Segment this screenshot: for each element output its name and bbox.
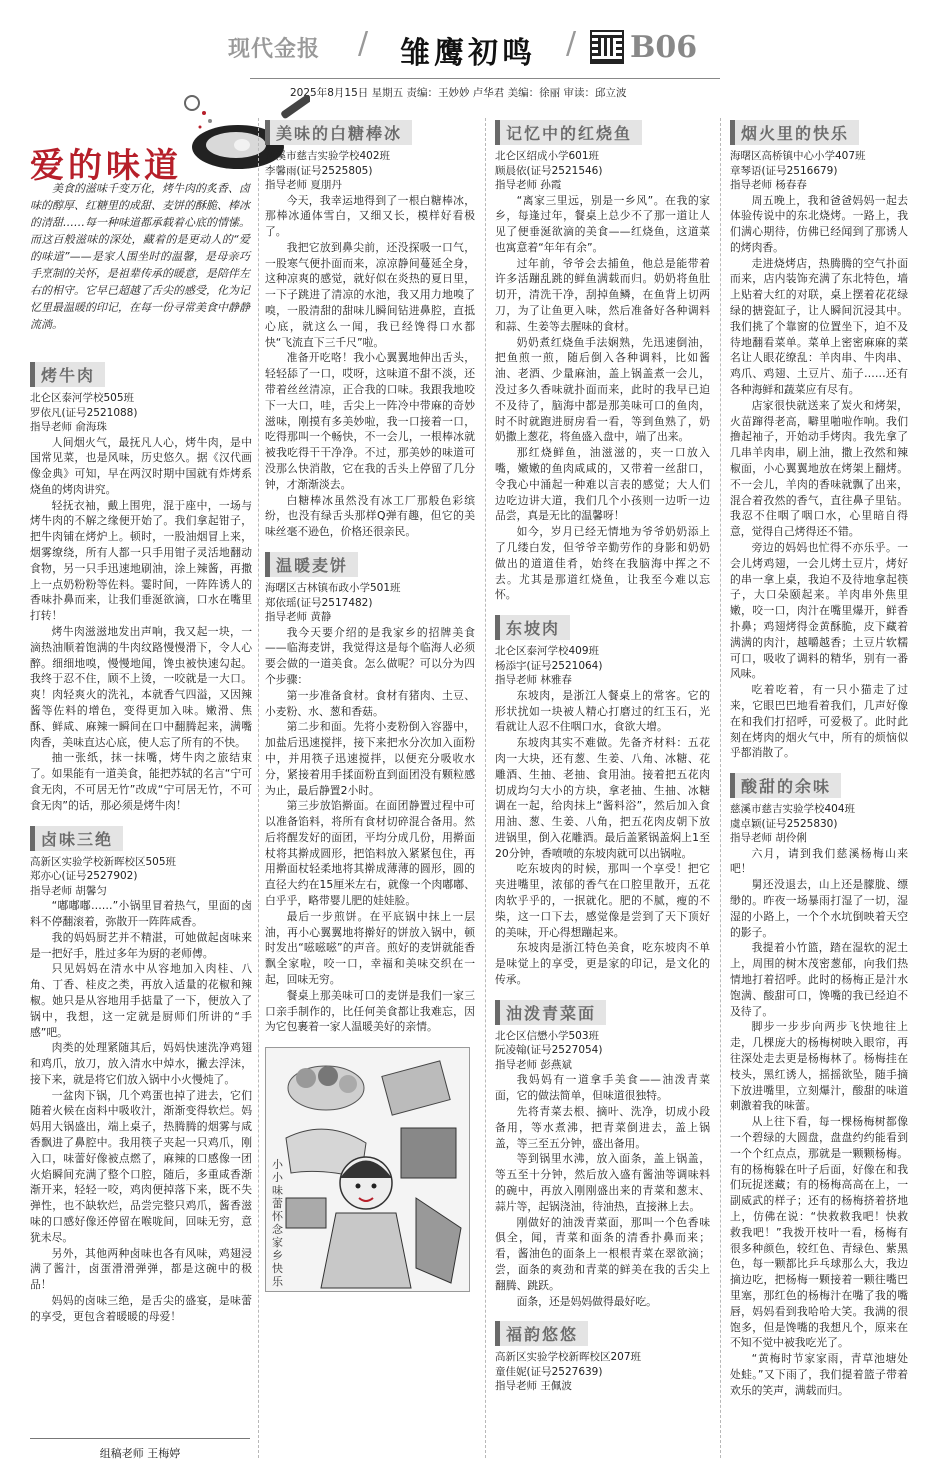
paragraph: 只见妈妈在清水中从容地加入肉桂、八角、丁香、桂皮之类，再放入适量的花椒和辣椒。她只是从容地用手掂量了一下，便放入了锅中，我想，这一定就是厨师们所讲的“手感”吧。 (30, 962, 252, 1039)
article-title: 美味的白糖棒冰 (265, 120, 412, 145)
author-name: 郑依瑶(证号2517482) (265, 596, 373, 609)
author-school: 高新区实验学校新晖校区505班 (30, 855, 177, 868)
article-body (730, 846, 908, 1399)
author-name: 章琴语(证号2516679) (730, 164, 838, 177)
paragraph: 妈妈的卤味三绝，是舌尖的盛宴，是味蕾的享受，更包含着暖暖的母爱！ (30, 1294, 252, 1323)
author-name: 童佳妮(证号2527639) (495, 1365, 603, 1378)
author-school: 北仑区泰河学校505班 (30, 392, 135, 404)
paragraph: “嘟嘟嘟……”小锅里冒着热气，里面的卤料不停翻滚着，弥散开一阵阵咸香。 (30, 899, 252, 928)
editor-credit: 组稿老师 王梅婷 (30, 1438, 250, 1461)
instructor: 指导老师 夏朋丹 (265, 179, 342, 191)
paragraph: 烤牛肉滋滋地发出声响，我又起一块，一滴热油顺着饱满的牛肉纹路慢慢滑下，令人心醉。细细地嗅，慢慢地闻，馋虫被快速勾起。我终于忍不住，顾不上烫，一咬就是一大口。爽！肉轻爽火的洗礼，本就香气四溢，又因辣酱等佐料的增色，变得更加入味。嫩滑、焦酥、鲜咸、麻辣一瞬间在口中翻腾起来，满嘴肉香，美味直达心底，使人忘了所有的不快。 (30, 625, 252, 749)
paragraph: 从上往下看，每一棵杨梅树都像一个碧绿的大圆盘，盘盘约约能看到一个个红点点，那就是一颗颗杨梅。有的杨梅躲在叶子后面，好像在和我们玩捉迷藏；有的杨梅高高在上，一副威武的样子；还有的杨梅挤着挤地上，仿佛在说：“快救救我吧！快救救我吧！”我拨开枝叶一看，杨梅有很多种颜色，较红色、青绿色、紫黑色，每一颗都比乒乓球那么大，我边摘边吃，把杨梅一颗接着一颗往嘴巴里塞，那红色的杨梅汁在嘴了我的嘴唇，妈妈看到我哈哈大笑。我满的很饱多，但是馋嘴的我想凡个，原来在不知不觉中被我吃光了。 (730, 1115, 908, 1350)
article-title: 记忆中的红烧鱼 (495, 120, 642, 145)
paragraph: 第三步放馅擀面。在面团静置过程中可以准备馅料，将所有食材切碎混合备用。然后将醒发好的面团，平均分成几份，用擀面杖将其擀成圆形，把馅料放入紧紧包住，再用擀面杖轻柔地将其擀成薄薄的圆形，圆的直径大约在15厘米左右，就像一个肉嘟嘟、白乎乎，略带婴儿肥的娃娃脸。 (265, 799, 475, 908)
author-name: 顾晨依(证号2521546) (495, 164, 603, 177)
paragraph: 人间烟火气，最抚凡人心，烤牛肉，是中国常见菜，也是风味，历史悠久。据《汉代画像金典》可知，早在两汉时期中国就有炸烤系烧鱼的烤肉讲究。 (30, 435, 252, 496)
column-divider (485, 118, 486, 1458)
paragraph: 如今，岁月已经无情地为爷爷奶奶添上了几缕白发，但爷爷辛勤劳作的身影和奶奶做出的道道佳肴，始终在我脑海中挥之不去。尤其是那道红烧鱼，让我至今难以忘怀。 (495, 525, 710, 602)
paragraph: 奶奶煮红烧鱼手法娴熟，先迅速倒油，把鱼煎一煎，随后倒入各种调料，比如酱油、老酒、少量麻油，盖上锅盖煮一会儿，没过多久香味就扑面而来，此时的我早已迫不及待了，脑海中都是那美味可口的鱼肉，时不时就跑进厨房看一看，等到鱼熟了，奶奶撒上葱花，将鱼盛入盘中，端了出来。 (495, 335, 710, 444)
paragraph: 我今天要介绍的是我家乡的招牌美食——临海麦饼，我觉得这是每个临海人必须要会做的一道美食。怎么做呢？可以分为四个步骤： (265, 625, 475, 686)
section-title: 雏鹰初鸣 (400, 36, 536, 71)
article (495, 1321, 710, 1394)
theme-title: 爱的味道 (30, 146, 182, 186)
paragraph: 店家很快就送来了炭火和烤架，火苗蹿得老高，噼里啪啦作响。我们撸起袖子，开始动手烤肉。我先拿了几串羊肉串，刷上油，撒上孜然和辣椒面，小心翼翼地放在烤架上翻烤。不一会儿，羊肉的香味就飘了出来，混合着孜然的香气，直往鼻子里钻。我忍不住咽了咽口水，心里暗自得意，觉得自己烤得还不错。 (730, 398, 908, 539)
article-title: 油泼青菜面 (495, 1000, 606, 1025)
instructor: 指导老师 王佩波 (495, 1380, 572, 1393)
paragraph: 东坡肉，是浙江人餐桌上的常客。它的形状扰如一块被人精心打磨过的红玉石，光看就让人忍不住咽口水，食欲大增。 (495, 688, 710, 734)
author-school: 慈溪市慈吉实验学校402班 (265, 150, 391, 162)
paragraph: 先将青菜去根、摘叶、洗净，切成小段备用，等水煮沸，把青菜倒进去，盖上锅盖，等三至五分钟，盛出备用。 (495, 1104, 710, 1150)
author-name: 杨添宇(证号2521064) (495, 659, 603, 672)
article-body (265, 193, 475, 541)
author-school: 北仑区泰河学校409班 (495, 645, 600, 658)
article-title: 烟火里的快乐 (730, 120, 859, 145)
theme-intro: 美食的滋味千变万化，烤牛肉的炙香、卤味的醇厚、红糖里的成甜、麦饼的酥脆、棒冰的清甜……每一种味道都承载着心底的情愫。而这百般滋味的深处，藏着的是更动人的“爱的味道”——是家人围坐时的温馨，是母亲巧手烹制的关怀，是祖辈传承的暖意，是陪伴左右的相守。它早已超越了舌尖的感受，化为记忆里最温暖的印记，在每一份寻常美食中静静流淌。 (30, 182, 250, 331)
instructor: 指导老师 胡馨匀 (30, 884, 107, 897)
author-school: 北仑区绍成小学601班 (495, 150, 600, 162)
paragraph: 抽一张纸，抹一抹嘴，烤牛肉之旅结束了。如果能有一道美食，能把苏轼的名言“宁可食无肉，不可居无竹”改成“宁可居无竹，不可食无肉”的话，那必须是烤牛肉！ (30, 751, 252, 812)
paragraph: 轻抚衣袖，戴上围兜，混于座中，一场与烤牛肉的不解之缘便开始了。我们拿起钳子，把牛肉铺在烤炉上。顿时，一股油烟冒上来，烟雾缭绕，所有人都一只手用钳子灵活地翻动食物，另一只手迅速地刷油，涂上辣酱，再撒上一点奶粉粉等佐料。霎时间，一阵阵诱人的香味扑鼻而来，让我们垂涎欲滴，口水在嘴里打转！ (30, 498, 252, 623)
paragraph: 今天，我幸运地得到了一根白糖棒冰，那棒冰通体雪白，又细又长，模样好看极了。 (265, 193, 475, 239)
page-number: B06 (630, 30, 698, 65)
article (30, 362, 252, 814)
column-3 (495, 120, 710, 1465)
paragraph: 肉类的处理紧随其后，妈妈快速洗净鸡翅和鸡爪，放刀，放入清水中焯水，撇去浮沫，接下来，就是将它们放入锅中小火慢炖了。 (30, 1041, 252, 1086)
paragraph: 我的妈妈厨艺并不精湛，可她做起卤味来是一把好手，胜过多年为厨的老师傅。 (30, 930, 252, 960)
author-school: 慈溪市慈吉实验学校404班 (730, 803, 856, 816)
paragraph: 走进烧烤店，热腾腾的空气扑面而来，店内装饰充满了东北特色，墙上贴着大红的对联，桌上摆着花花绿绿的搪瓷缸子，让人瞬间沉浸其中。我们挑了个靠窗的位置坐下，迫不及待地翻看菜单。菜单上密密麻麻的菜名让人眼花缭乱：羊肉串、牛肉串、鸡爪、鸡翅、土豆片、茄子……还有各种海鲜和蔬菜应有尽有。 (730, 256, 908, 397)
article-title: 温暖麦饼 (265, 552, 358, 577)
paragraph: 第二步和面。先将小麦粉倒入容器中，加盐后迅速搅拌，接下来把水分次加入面粉中，并用筷子迅速搅拌，以便充分吸收水分，紧接着用手揉面粉直到面团没有颗粒感为止，最后静置2小时。 (265, 720, 475, 797)
author-name: 阮凌翰(证号2527054) (495, 1044, 603, 1057)
paragraph: 舅还没退去，山上还是朦胧、缥缈的。昨夜一场暴雨打湿了一切，湿湿的小路上，一个个水坑倒映着天空的影子。 (730, 878, 908, 939)
paragraph: 准备开吃咯！我小心翼翼地伸出舌头，轻轻舔了一口，哎呀，这味道不甜不淡，还带着丝丝清凉，正合我的口味。我跟我地咬下一大口，哇，舌尖上一阵冷中带麻的奇妙滋味，刚摸有多美妙啦，我一口接着一口，吃得那叫一个畅快，不一会儿，一根棒冰就被我吃得干干净净。不过，那美妙的味道可没那么快消散，它在我的舌头上停留了几分钟，才渐渐淡去。 (265, 351, 475, 491)
instructor: 指导老师 胡伶俐 (730, 832, 807, 845)
instructor: 指导老师 孙霞 (495, 179, 562, 191)
article-title: 福韵悠悠 (495, 1321, 588, 1346)
header-rule (250, 78, 720, 79)
painting-image (265, 1047, 470, 1292)
article-body (730, 193, 908, 762)
paragraph: 吃着吃着，有一只小猫走了过来，它眼巴巴地看着我们，几声好像在和我们打招呼，可爱极了。此时此刻在烤肉的烟火气中，所有的烦恼似乎都消散了。 (730, 683, 908, 760)
paragraph: 面条，还是妈妈做得最好吃。 (516, 1294, 657, 1308)
instructor: 指导老师 俞海珠 (30, 421, 107, 433)
paragraph: 另外，其他两种卤味也各有风味，鸡翅浸满了酱汁，卤蛋滑滑弹弹，都是这碗中的极品！ (30, 1246, 252, 1292)
paragraph: “黄梅时节家家雨，青草池塘处处蛙。”又下雨了，我们提着篮子带着欢乐的笑声，满载而归。 (730, 1352, 908, 1397)
author-name: 郑亦心(证号2527902) (30, 870, 138, 883)
article (30, 826, 252, 1325)
issue-meta: 2025年8月15日 星期五 责编：王妙妙 卢华君 美编：徐丽 审读：邱立波 (290, 87, 627, 99)
paragraph: 我妈妈有一道拿手美食——油泼青菜面，它的做法简单，但味道很独特。 (495, 1073, 710, 1103)
column-divider (258, 118, 259, 1458)
paragraph: 白糖棒冰虽然没有冰工厂那般色彩缤纷，也没有绿舌头那样Q弹有趣，但它的美味丝毫不逊色，价格还很亲民。 (265, 493, 475, 539)
author-name: 李馨雨(证号2525805) (265, 164, 373, 177)
article-body (495, 193, 710, 604)
article-title: 酸甜的余味 (730, 773, 841, 798)
paragraph: 吃东坡肉的时候，那叫一个享受！把它夹进嘴里，浓郁的香气在口腔里散开，五花肉软乎乎的，一抿就化。肥的不腻，瘦的不柴，这一口下去，感觉像是尝到了天下顶好的美味，开心得想蹦起来。 (495, 862, 710, 939)
author-school: 海曙区古林镇布政小学501班 (265, 582, 401, 595)
paragraph: 东坡肉是浙江特色美食，吃东坡肉不单是味觉上的享受，更是家的印记，是文化的传承。 (495, 941, 710, 987)
article-title: 东坡肉 (495, 615, 570, 640)
instructor: 指导老师 黄静 (265, 611, 332, 624)
paragraph: 等到锅里水沸，放入面条，盖上锅盖，等五至十分钟，然后放入盛有酱油等调味料的碗中，再放入刚刚盛出来的青菜和葱末、蒜片等，起锅浇油，待油热，直接淋上去。 (495, 1152, 710, 1213)
paragraph: 我把它放到鼻尖前，还没探吸一口气，一股寒气便扑面而来，凉凉静间蔓延全身，这种凉爽的感觉，就好似在炎热的夏日里，一下子跳进了清凉的水池，我又用力地嗅了嗅，一股清甜的甜味儿瞬间钻进鼻腔，直抵心底，就这么一闻，我已经馋得口水都快“飞流直下三千尺”啦。 (265, 240, 475, 349)
paragraph: 六月，请到我们慈溪杨梅山来吧！ (730, 846, 908, 876)
masthead (0, 0, 934, 110)
article (265, 552, 475, 1035)
qr-code-icon[interactable] (590, 30, 624, 64)
paragraph: 那红烧鲜鱼，油滋滋的，夹一口放入嘴，嫩嫩的鱼肉咸咸的，又带着一丝甜口，令我心中涌起一种难以言表的感觉；大人们边吃边讲大道，我们几个小孩则一边听一边品尝，真是无比的温馨呀！ (495, 446, 710, 523)
article-title: 烤牛肉 (30, 362, 105, 387)
column-2 (265, 120, 475, 1465)
author-school: 海曙区高桥镇中心小学407班 (730, 150, 866, 162)
column-divider (720, 118, 721, 1458)
paragraph: 刚做好的油泼青菜面，那叫一个色香味俱全，闻，青菜和面条的清香扑鼻而来；看，酱油色的面条上一根根青菜在翠欲滴；尝，面条的爽劲和青菜的鲜美在我的舌尖上翻腾、跳跃。 (495, 1215, 710, 1292)
paper-name: 现代金报 (228, 37, 321, 62)
instructor: 指导老师 彭燕斌 (495, 1058, 572, 1071)
divider-slash: / (358, 26, 369, 61)
paragraph: 过年前，爷爷会去捕鱼，他总是能带着许多活蹦乱跳的鲜鱼满载而归。奶奶将鱼肚切开，清洗干净，刮掉鱼鳞，在鱼背上切两刀，为了让鱼更入味，然后准备好各种调料和蒜、生姜等去腥味的食材。 (495, 256, 710, 333)
column-4 (730, 120, 908, 1465)
author-school: 北仑区信懋小学503班 (495, 1029, 600, 1042)
paragraph: “离家三里远，别是一乡风”。在我的家乡，每逢过年，餐桌上总少不了那一道让人见了便垂涎欲滴的美食——红烧鱼，这道菜也寓意着“年年有余”。 (495, 193, 710, 254)
article-body (30, 435, 252, 814)
article-body (495, 688, 710, 988)
author-name: 虞卓颖(证号2525830) (730, 817, 838, 830)
instructor: 指导老师 林雅春 (495, 674, 572, 687)
instructor: 指导老师 杨春春 (730, 179, 807, 191)
article-title: 卤味三绝 (30, 826, 123, 851)
article (265, 120, 475, 540)
article (730, 120, 908, 761)
paragraph: 周五晚上，我和爸爸妈妈一起去体验传说中的东北烧烤。一路上，我们满心期待，仿佛已经闻到了那诱人的烤肉香。 (730, 193, 908, 254)
article (495, 615, 710, 988)
article (495, 120, 710, 603)
paragraph: 第一步准备食材。食材有猪肉、土豆、小麦粉、水、葱和香菇。 (265, 688, 475, 718)
author-name: 罗依凡(证号2521088) (30, 406, 138, 419)
paragraph: 东坡肉其实不难做。先备齐材料：五花肉一大块，还有葱、生姜、八角、冰糖、花雕酒、生抽、老抽、食用油。接着把五花肉切成均匀大小的方块，拿老抽、生抽、冰糖调在一起，给肉抹上“酱料浴”，然后加入食用油、葱、生姜、八角，把五花肉皮朝下放进锅里，倒入花雕酒。最后盖紧锅盖焖上1至20分钟，香喷喷的东坡肉就可以出锅啦。 (495, 736, 710, 860)
article-body (495, 1072, 710, 1309)
paragraph: 餐桌上那美味可口的麦饼是我们一家三口亲手制作的，比任何美食都让我难忘，因为它包裹着一家人温暖美好的亲情。 (265, 988, 475, 1034)
paragraph: 旁边的妈妈也忙得不亦乐乎。一会儿烤鸡翅，一会儿烤土豆片，烤好的串一拿上桌，我迫不及待地拿起筷子，大口朵颐起来。羊肉串外焦里嫩，咬一口，肉汁在嘴里爆开，鲜香扑鼻；鸡翅烤得金黄酥脆，皮下藏着满满的肉汁，越嚼越香；土豆片软糯可口，吸收了调料的精华，别有一番风味。 (730, 541, 908, 681)
paragraph: 一盆肉下锅，几个鸡蛋也掉了进去，它们随着火候在卤料中吸收汁，渐渐变得软烂。妈妈用大锅盛出，端上桌子，热腾腾的烟雾与咸香飘进了鼻腔中。我用筷子夹起一只鸡爪，刚入口，味蕾好像被点燃了，麻辣的口感像一团火焰瞬间充满了整个口腔，随后，多重咸香渐渐开来，轻轻一咬，鸡肉便掉落下来，既不失弹性，也不缺软烂，品尝完整只鸡爪，酱香滋味的口感好像还停留在喉咙间，回味无穷，意犹未尽。 (30, 1088, 252, 1244)
paragraph: 最后一步煎饼。在平底锅中抹上一层油，再小心翼翼地将擀好的饼放入锅中，顿时发出“嗞嗞嗞”的声音。煎好的麦饼就能香飘全家啦，咬一口，幸福和美味交织在一起，回味无穷。 (265, 909, 475, 987)
painting-caption: 小小味蕾怀念家乡快乐 (272, 1158, 283, 1289)
article-body (30, 898, 252, 1325)
paragraph: 脚步一步步向两步飞快地往上走，几棵庞大的杨梅树映入眼帘，再往深处走去更是杨梅林了。杨梅挂在枝头，黑红诱人，摇摇欲坠，随手摘下放进嘴里，立刻爆汁，酸甜的味道刺激着我的味蕾。 (730, 1020, 908, 1113)
divider-slash: / (566, 26, 577, 61)
author-school: 高新区实验学校新晖校区207班 (495, 1351, 642, 1364)
article-body (265, 625, 475, 1036)
article (730, 773, 908, 1398)
column-1 (30, 362, 252, 1432)
article (495, 1000, 710, 1309)
paragraph: 我提着小竹篮，踏在湿软的泥土上，周围的树木茂密葱郁，向我们热情地打着招呼。此时的杨梅正是汁水饱满、酸甜可口，馋嘴的我已经迫不及待了。 (730, 941, 908, 1018)
